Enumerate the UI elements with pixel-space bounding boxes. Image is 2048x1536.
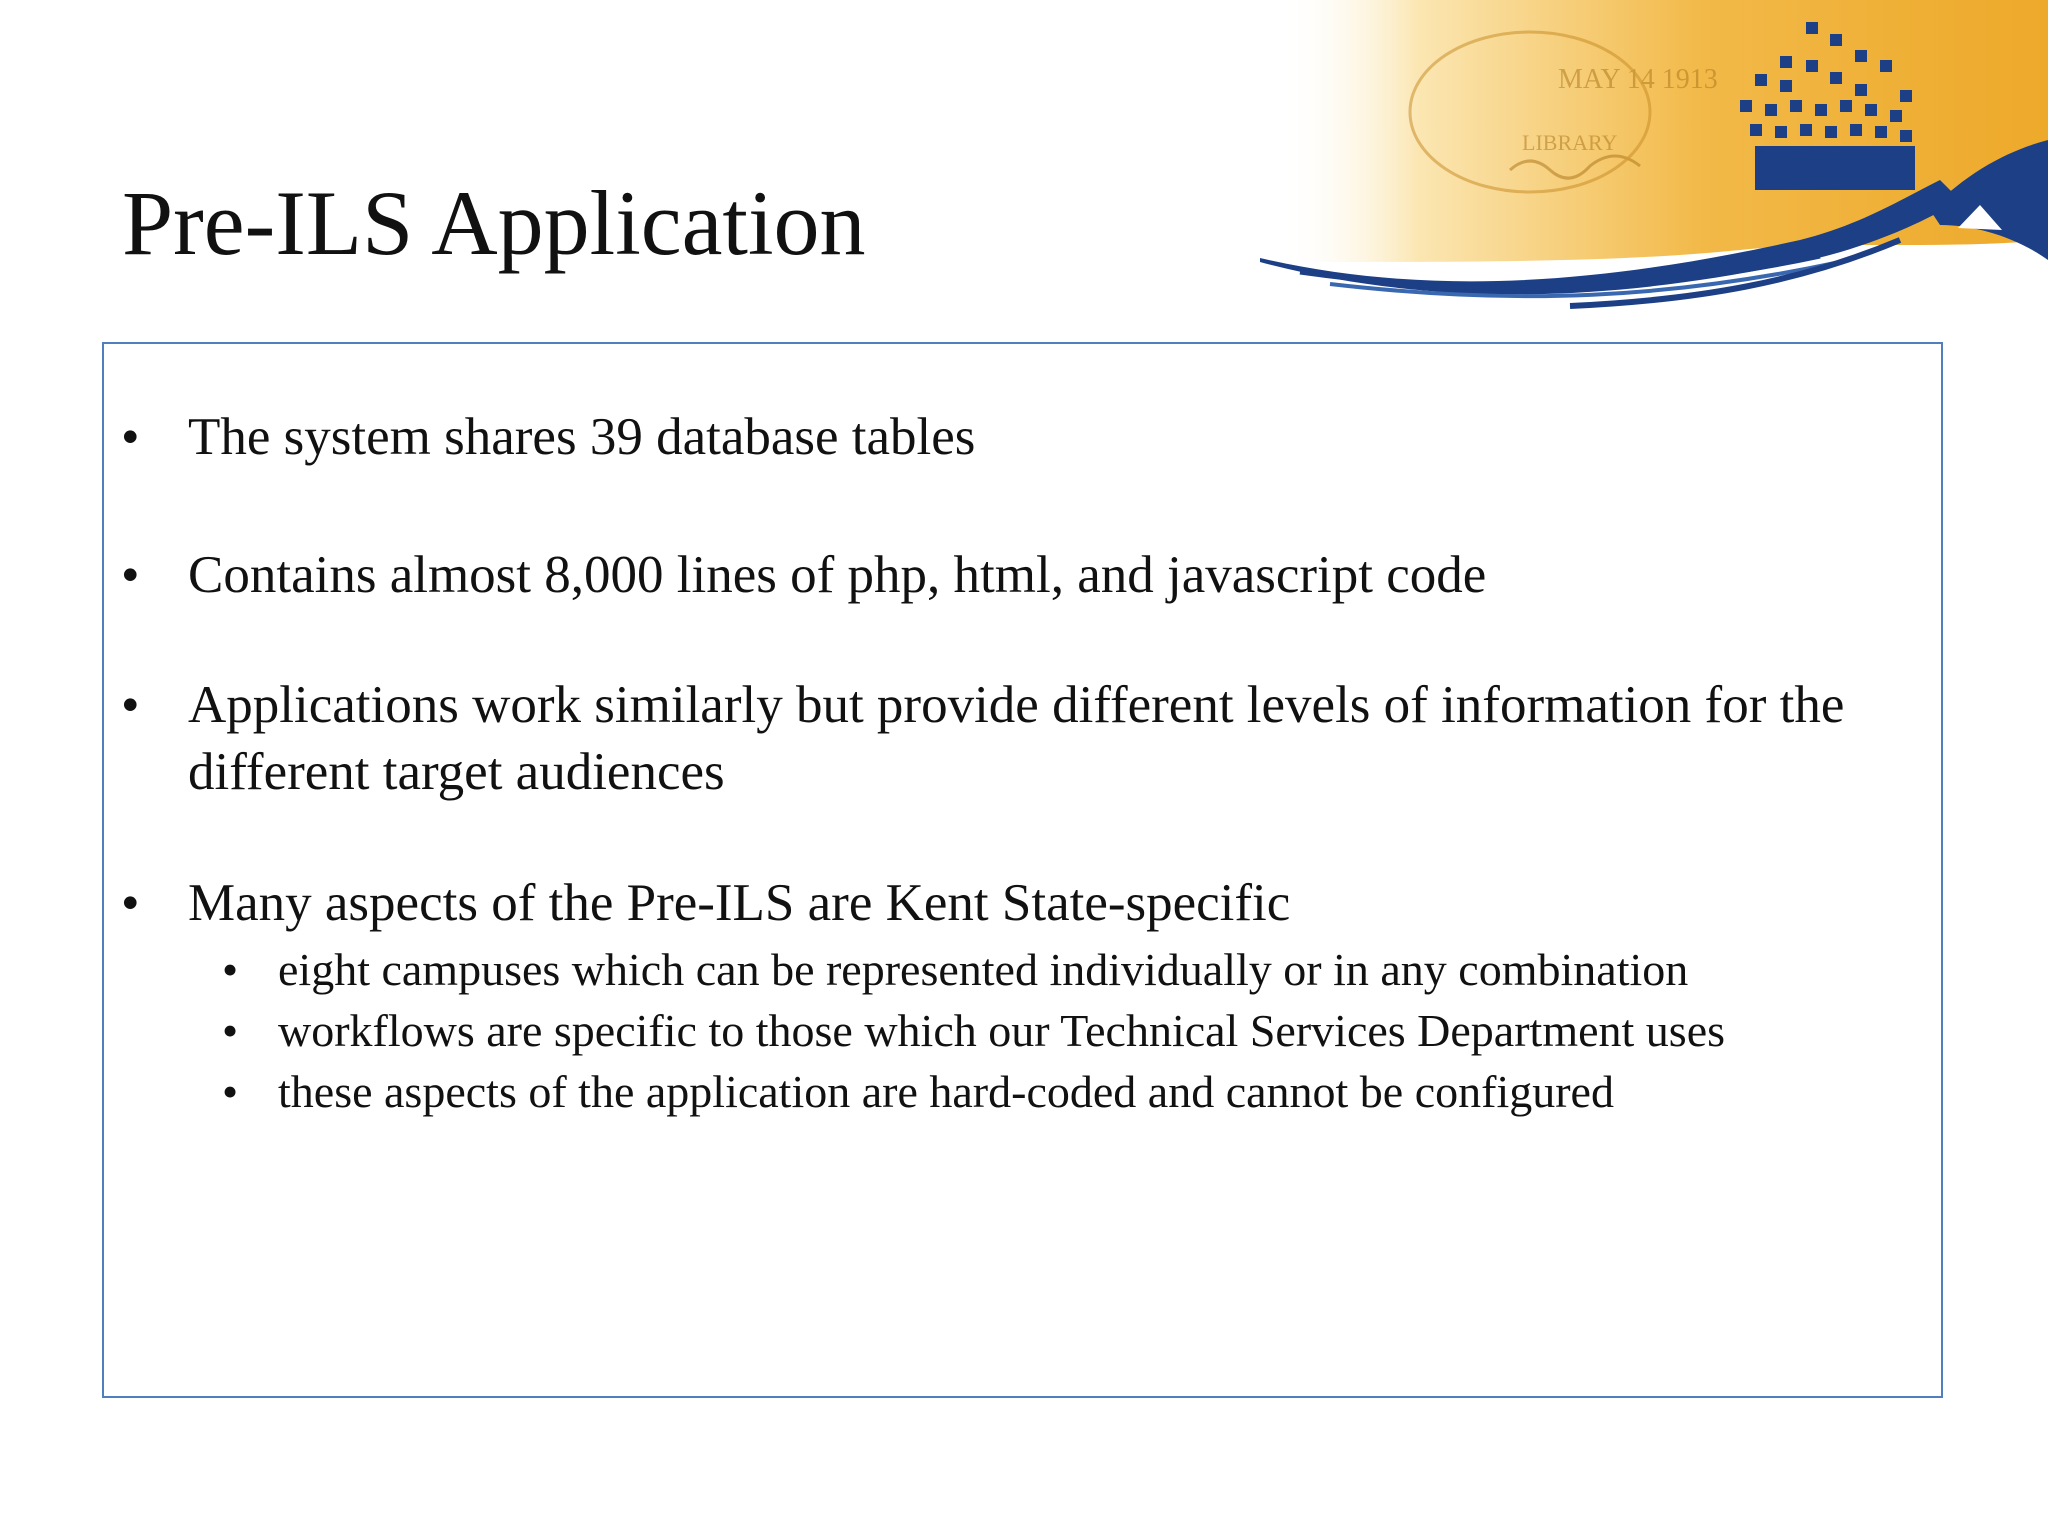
stamp-label: LIBRARY: [1522, 130, 1618, 155]
sub-bullet-text: workflows are specific to those which our Technical Services Department uses: [278, 1005, 1726, 1056]
sub-bullet-text: these aspects of the application are hard-coded and cannot be configured: [278, 1066, 1614, 1117]
sub-bullet-glyph: •: [222, 944, 239, 995]
bullet-text: Contains almost 8,000 lines of php, html, and javascript code: [188, 546, 1487, 604]
bullet-glyph: •: [121, 546, 140, 604]
sub-bullet-glyph: •: [222, 1005, 239, 1056]
slide-title: Pre-ILS Application: [122, 172, 866, 274]
bullet-glyph: •: [121, 874, 140, 932]
sub-bullet-text: eight campuses which can be represented individually or in any combination: [278, 944, 1689, 995]
bullet-glyph: •: [121, 408, 140, 466]
bullet-text: The system shares 39 database tables: [188, 408, 976, 466]
sub-bullet-glyph: •: [222, 1066, 239, 1117]
content-box: [102, 342, 1943, 1398]
bullet-glyph: •: [121, 676, 140, 734]
library-banner-graphic: [1240, 0, 2048, 320]
bullet-text: Many aspects of the Pre-ILS are Kent State-specific: [188, 874, 1291, 932]
bullet-text: Applications work similarly but provide different levels of information for the different target audiences: [188, 676, 1845, 801]
stamp-date: MAY 14 1913: [1558, 64, 1718, 95]
